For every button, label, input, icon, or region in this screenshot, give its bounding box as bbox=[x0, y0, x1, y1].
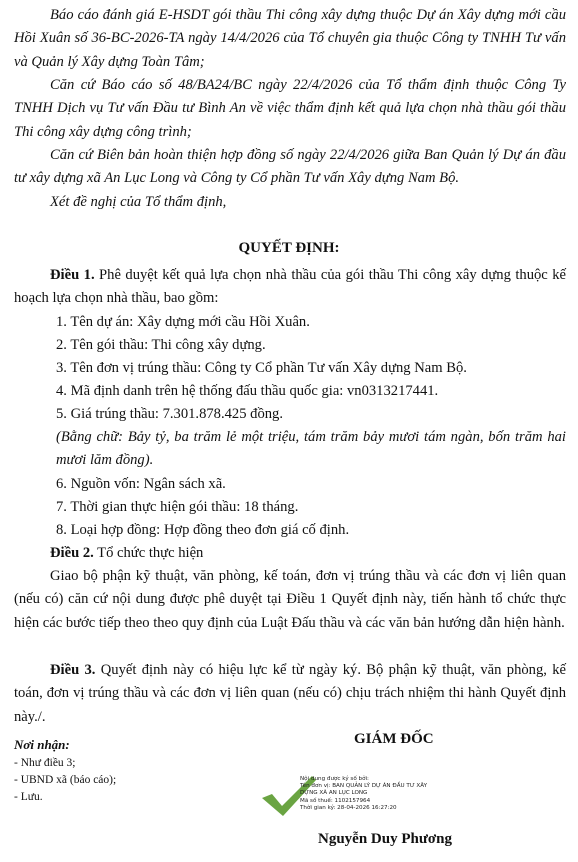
signer-position: GIÁM ĐỐC bbox=[354, 731, 434, 747]
article-3-label: Điều 3. bbox=[50, 662, 96, 678]
article-1-item: 1. Tên dự án: Xây dựng mới cầu Hồi Xuân. bbox=[56, 314, 310, 330]
article-1-item: 7. Thời gian thực hiện gói thầu: 18 tháng. bbox=[56, 499, 299, 515]
preamble-contract-minutes: Căn cứ Biên bản hoàn thiện hợp đồng số ngày 22/4/2026 giữa Ban Quản lý Dự án đầu tư xây dựng xã An Lục Long và Công ty Cổ phần Tư vấn Xây dựng Nam Bộ. bbox=[14, 147, 566, 187]
decision-title: QUYẾT ĐỊNH: bbox=[238, 240, 340, 256]
article-1-item: 4. Mã định danh trên hệ thống đấu thầu quốc gia: vn0313217441. bbox=[56, 383, 439, 399]
digital-signature-line: Thời gian ký: 28-04-2026 16:27:20 bbox=[300, 804, 397, 811]
article-1-item: 8. Loại hợp đồng: Hợp đồng theo đơn giá cố định. bbox=[56, 522, 350, 538]
digital-signature-line: Mã số thuế: 1102157964 bbox=[300, 797, 371, 804]
digital-signature-line: Nội dung được ký số bởi: bbox=[300, 776, 369, 782]
article-1-label: Điều 1. bbox=[50, 267, 95, 283]
article-1-item: 3. Tên đơn vị trúng thầu: Công ty Cổ phần Tư vấn Xây dựng Nam Bộ. bbox=[56, 360, 467, 376]
digital-signature-text bbox=[300, 776, 427, 812]
preamble-appraisal-report: Căn cứ Báo cáo số 48/BA24/BC ngày 22/4/2026 của Tổ thẩm định thuộc Công Ty TNHH Dịch vụ Tư vấn Đầu tư Bình An về việc thẩm định kết quả lựa chọn nhà thầu gói thầu Thi công xây dựng công trình; bbox=[14, 77, 566, 140]
article-1-text: Phê duyệt kết quả lựa chọn nhà thầu của gói thầu Thi công xây dựng thuộc kế hoạch lựa chọn nhà thầu, bao gồm: bbox=[14, 267, 566, 307]
article-1-item: 5. Giá trúng thầu: 7.301.878.425 đồng. bbox=[56, 406, 283, 422]
preamble-evaluation-report: Báo cáo đánh giá E-HSDT gói thầu Thi công xây dựng thuộc Dự án Xây dựng mới cầu Hồi Xuân số 36-BC-2026-TA ngày 14/4/2026 của Tổ chuyên gia thuộc Công ty TNHH Tư vấn và Quản lý Xây dựng Toàn Tâm; bbox=[14, 7, 566, 70]
signer-name: Nguyễn Duy Phương bbox=[318, 831, 453, 847]
article-2-heading-text: Tổ chức thực hiện bbox=[93, 545, 204, 561]
article-1-intro bbox=[14, 264, 566, 311]
article-3-text: Quyết định này có hiệu lực kể từ ngày ký. Bộ phận kỹ thuật, văn phòng, kế toán, đơn vị trúng thầu và các đơn vị liên quan (nếu có) chịu trách nhiệm thi hành Quyết định này./. bbox=[14, 662, 566, 725]
article-3 bbox=[14, 659, 566, 729]
contract-value-in-words: (Bằng chữ: Bảy tỷ, ba trăm lẻ một triệu, tám trăm bảy mươi tám ngàn, bốn trăm hai mươi lăm đồng). bbox=[56, 429, 566, 469]
digital-signature-line: DỰNG XÃ AN LỤC LONG bbox=[300, 790, 368, 797]
article-2-label: Điều 2. bbox=[50, 545, 94, 561]
article-2-text: Giao bộ phận kỹ thuật, văn phòng, kế toán, đơn vị trúng thầu và các đơn vị liên quan (nếu có) căn cứ nội dung được phê duyệt tại Điều 1 Quyết định này, tiến hành tổ chức thực hiện các bước tiếp theo theo quy định của Luật Đấu thầu và các văn bản hướng dẫn hiện hành. bbox=[14, 568, 566, 631]
recipient-item: - Như điều 3; bbox=[14, 757, 76, 769]
recipient-item: - Lưu. bbox=[14, 791, 43, 803]
article-1-item: 2. Tên gói thầu: Thi công xây dựng. bbox=[56, 337, 266, 353]
article-2-heading bbox=[14, 542, 566, 565]
recipients-title: Nơi nhận: bbox=[14, 737, 70, 752]
preamble-proposal: Xét đề nghị của Tổ thẩm định, bbox=[50, 194, 227, 210]
article-1-item: 6. Nguồn vốn: Ngân sách xã. bbox=[56, 476, 226, 492]
digital-signature-line: Tên đơn vị: BAN QUẢN LÝ DỰ ÁN ĐẦU TƯ XÂY bbox=[300, 783, 428, 790]
digital-signature bbox=[258, 772, 448, 820]
recipient-item: - UBND xã (báo cáo); bbox=[14, 774, 117, 786]
